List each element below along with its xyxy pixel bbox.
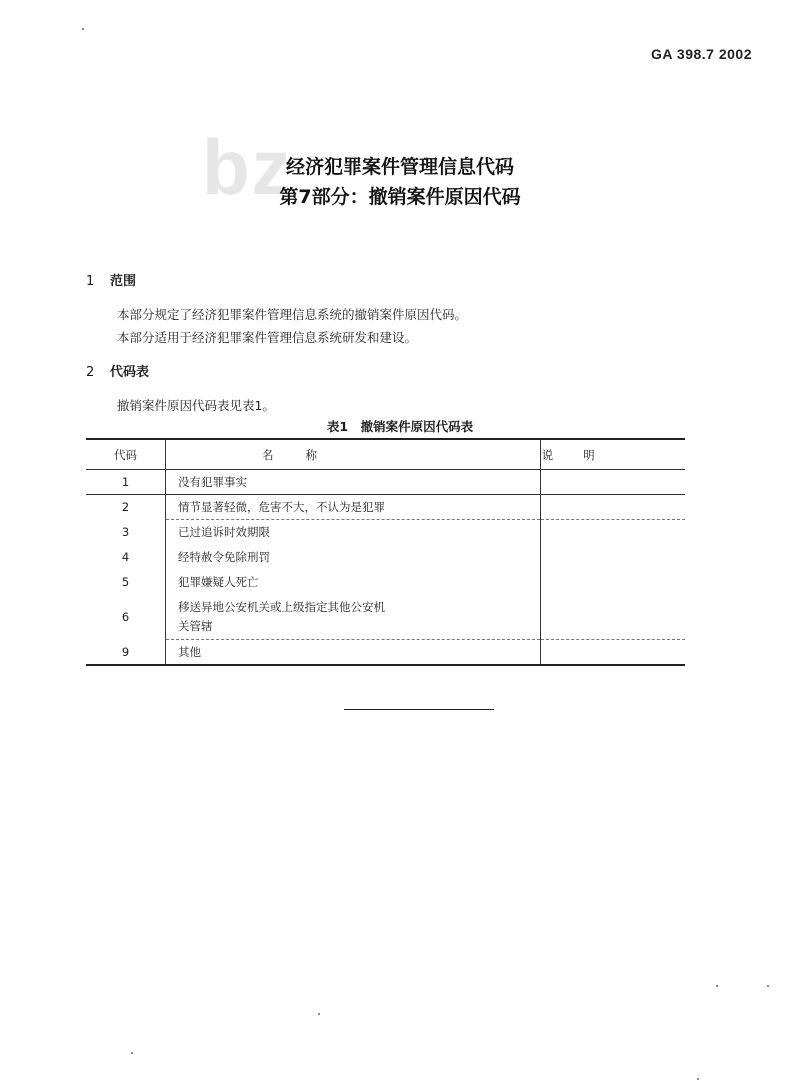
scan-speck — [697, 1078, 699, 1080]
row-name: 情节显著轻微，危害不大，不认为是犯罪 — [166, 495, 541, 520]
row-code: 2 — [86, 495, 166, 520]
row-desc — [540, 520, 685, 545]
table-row — [86, 470, 685, 495]
row-name — [166, 595, 541, 640]
section-heading-scope — [86, 270, 136, 289]
title-line-1: 经济犯罪案件管理信息代码 — [285, 156, 514, 178]
row-name: 其他 — [166, 640, 541, 665]
table-row — [86, 545, 685, 570]
row-name: 犯罪嫌疑人死亡 — [166, 570, 541, 595]
table-row — [86, 570, 685, 595]
row-desc — [540, 570, 685, 595]
scan-speck — [716, 985, 718, 987]
title-line-2: 第7部分：撤销案件原因代码 — [279, 186, 521, 208]
row-desc — [540, 595, 685, 640]
row-code: 1 — [86, 470, 166, 495]
scan-speck — [767, 985, 769, 987]
scan-speck — [82, 28, 84, 30]
table-row — [86, 495, 685, 520]
row-code: 4 — [86, 545, 166, 570]
standard-number: GA 398.7 2002 — [651, 46, 752, 62]
row-desc — [540, 545, 685, 570]
header-code: 代码 — [86, 439, 166, 470]
scan-speck — [318, 1013, 320, 1015]
row-name-line-1: 移送异地公安机关或上级指定其他公安机 — [178, 599, 385, 614]
table-header-row — [86, 439, 685, 470]
row-desc — [540, 640, 685, 665]
row-name: 没有犯罪事实 — [166, 470, 541, 495]
table-row — [86, 640, 685, 665]
paragraph-scope-1: 本部分规定了经济犯罪案件管理信息系统的撤销案件原因代码。 — [117, 307, 468, 322]
end-of-document-rule — [344, 709, 494, 710]
paragraph-table-reference: 撤销案件原因代码表见表1。 — [117, 398, 275, 413]
row-code: 9 — [86, 640, 166, 665]
row-name-line-2: 关管辖 — [178, 618, 213, 633]
table-caption: 表1 撤销案件原因代码表 — [326, 419, 474, 434]
section-heading-code-table — [86, 361, 149, 380]
header-name: 名称 — [166, 439, 541, 470]
row-code: 6 — [86, 595, 166, 640]
scan-speck — [131, 1052, 133, 1054]
section-number: 2 — [86, 365, 95, 380]
paragraph-scope-2: 本部分适用于经济犯罪案件管理信息系统研发和建设。 — [117, 330, 418, 345]
row-name: 经特赦令免除刑罚 — [166, 545, 541, 570]
row-name: 已过追诉时效期限 — [166, 520, 541, 545]
row-desc — [540, 470, 685, 495]
section-number: 1 — [86, 274, 95, 289]
table-row — [86, 520, 685, 545]
code-table — [86, 438, 685, 666]
watermark: bz — [202, 123, 293, 211]
header-desc: 说明 — [540, 439, 685, 470]
row-code: 5 — [86, 570, 166, 595]
table-row — [86, 595, 685, 640]
section-title: 范围 — [110, 274, 137, 289]
document-title — [0, 152, 800, 212]
row-desc — [540, 495, 685, 520]
row-code: 3 — [86, 520, 166, 545]
section-title: 代码表 — [110, 365, 150, 380]
